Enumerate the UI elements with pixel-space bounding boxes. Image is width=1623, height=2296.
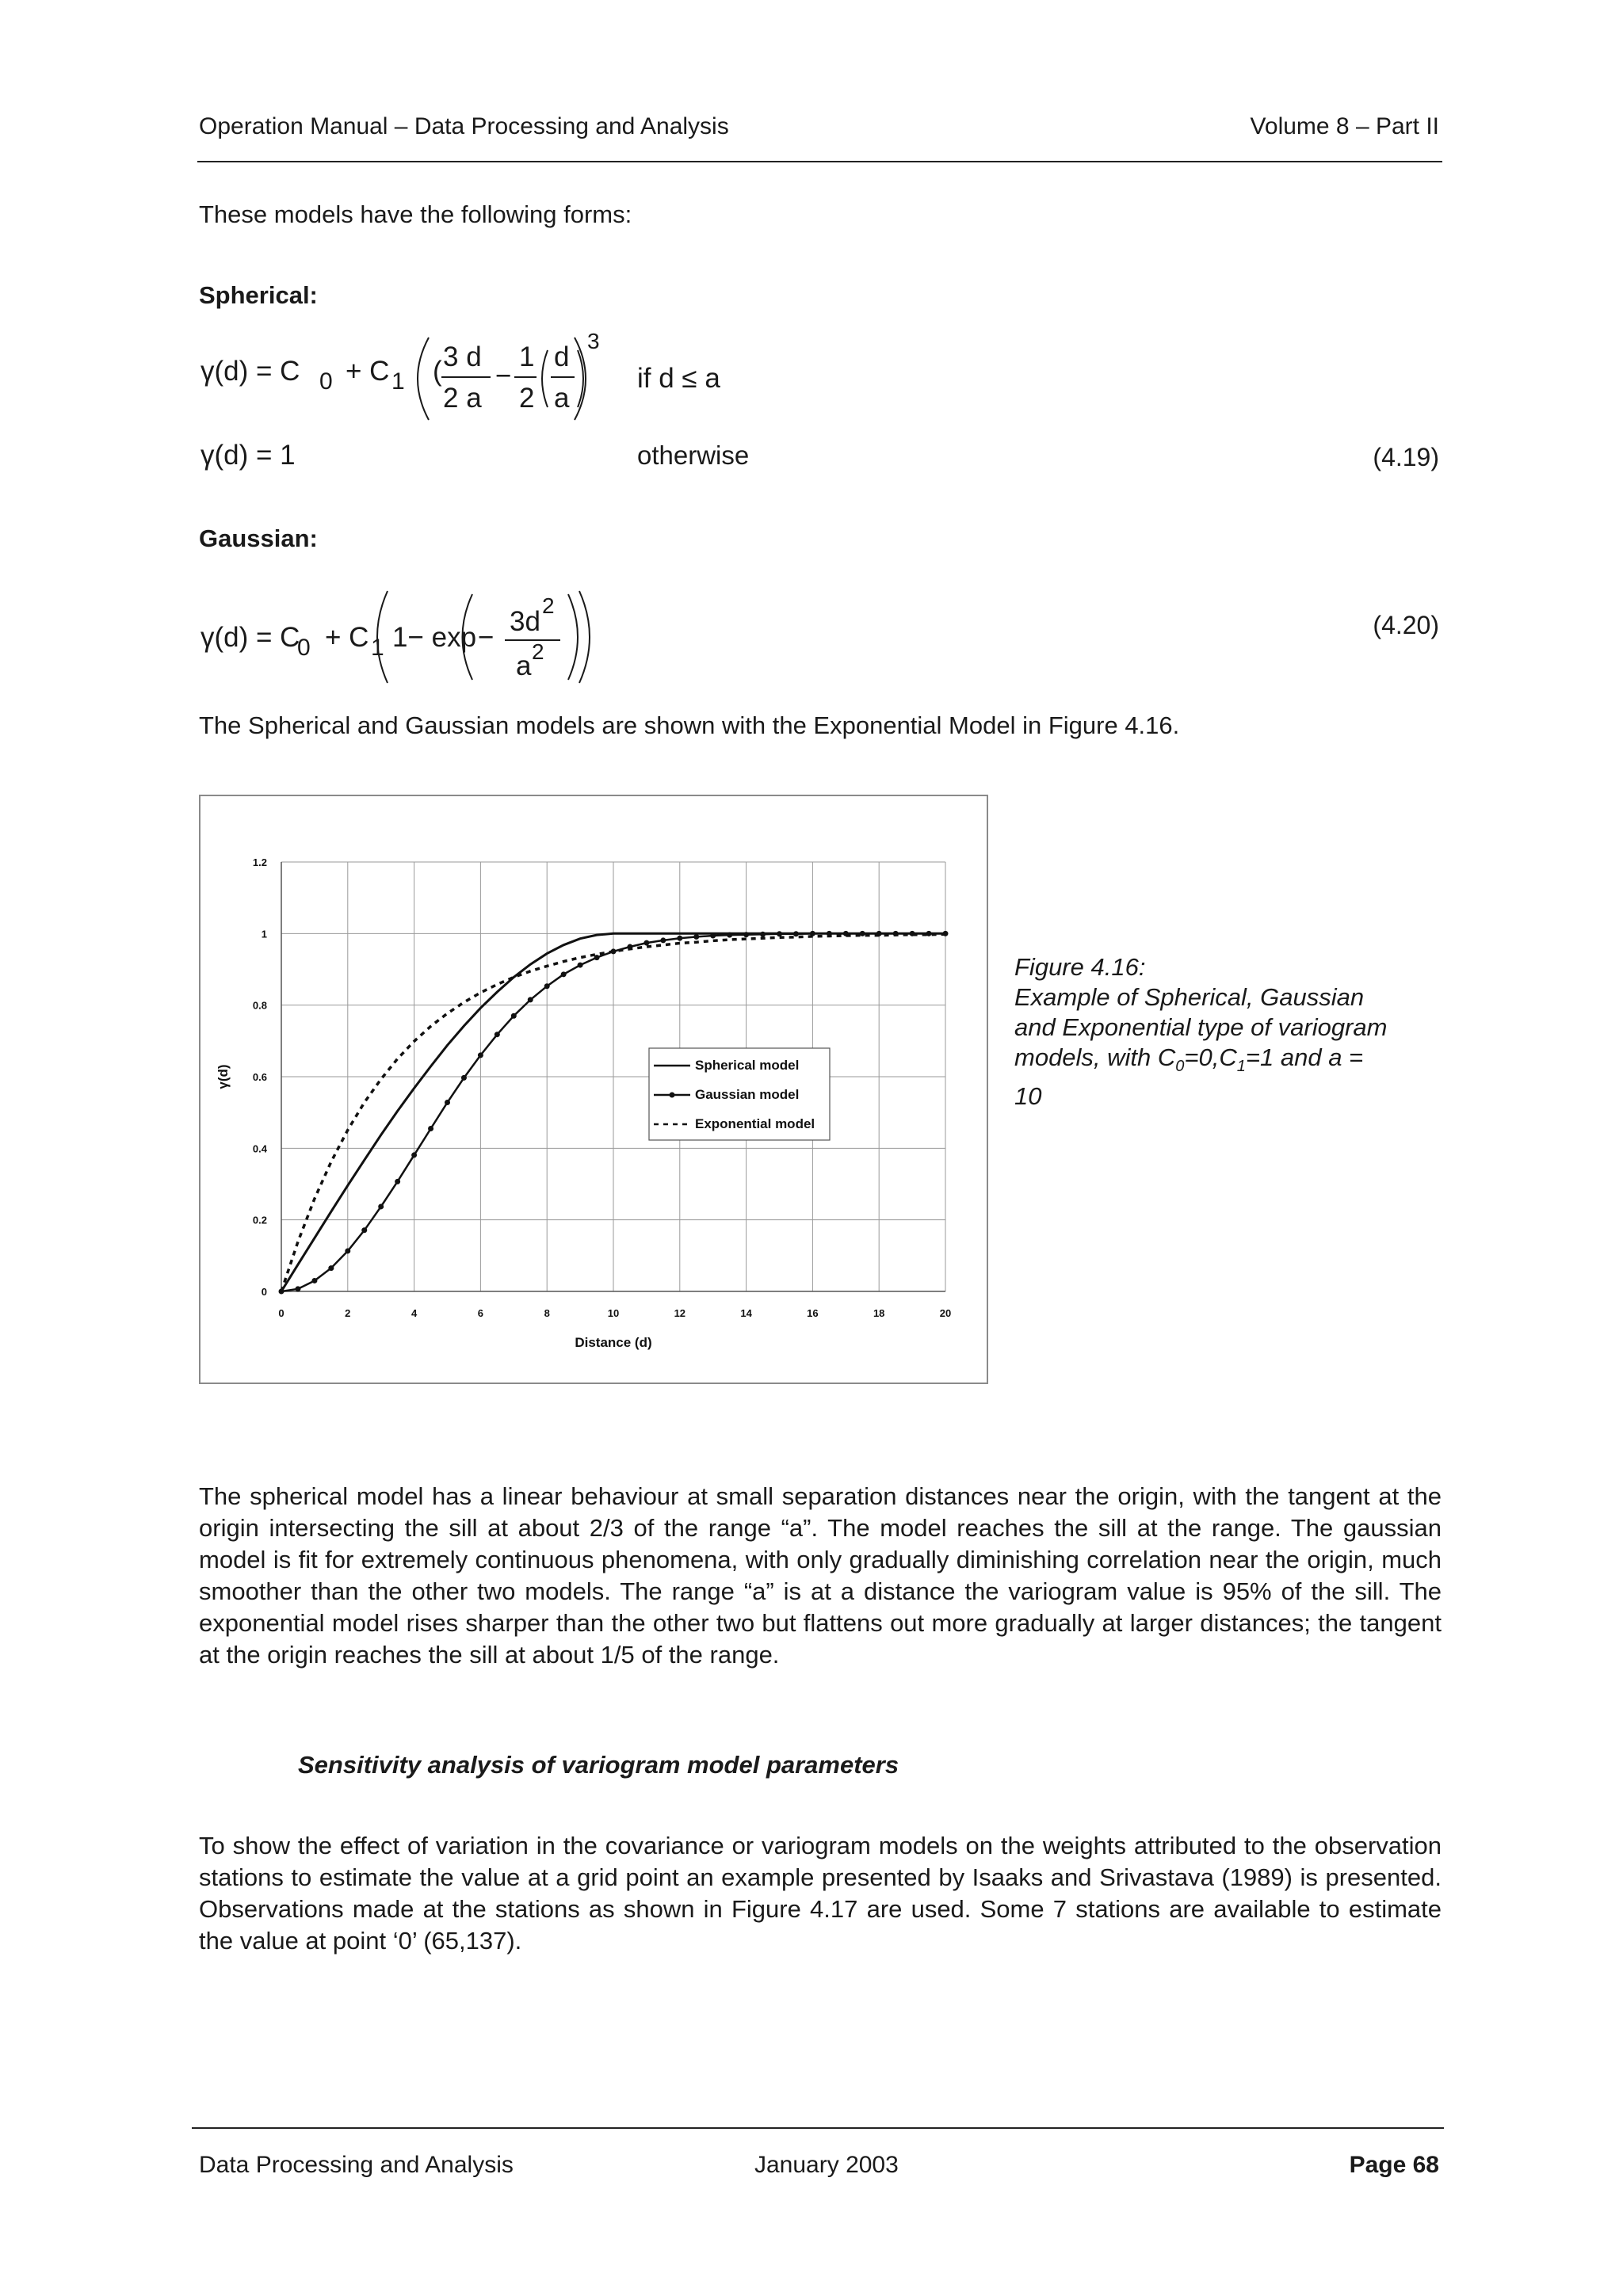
figure-caption xyxy=(1014,952,1458,1112)
gaussian-point xyxy=(561,971,567,977)
y-tick-label: 0.6 xyxy=(252,1071,267,1083)
gaussian-point xyxy=(378,1203,384,1209)
spherical-condition: if d ≤ a xyxy=(637,363,720,394)
y-tick-label: 0.2 xyxy=(252,1214,267,1226)
gaussian-point xyxy=(311,1278,317,1283)
x-tick-label: 10 xyxy=(607,1307,620,1319)
gaussian-point xyxy=(660,937,666,943)
paragraph-model-description: The spherical model has a linear behaviour at small separation distances near the origin, with the tangent at the origin intersecting the sill at about 2/3 of the range “a”. The model reaches the sill at the range. The gaussian model is fit for extremely continuous phenomena, with only gradually diminishing correlation near the origin, much smoother than the other two models. The range “a” is at a distance the variogram value is 95% of the sill. The exponential model rises sharper than the other two but flattens out more gradually at larger distances; the tangent at the origin reaches the sill at about 1/5 of the range. xyxy=(199,1482,1442,1669)
gaussian-equation xyxy=(199,585,643,688)
spherical-otherwise: otherwise xyxy=(637,441,750,470)
gaussian-equation-svg xyxy=(199,585,643,688)
sph-lhs: γ(d) = C xyxy=(200,356,300,387)
x-tick-label: 20 xyxy=(939,1307,952,1319)
x-tick-label: 8 xyxy=(544,1307,550,1319)
sph-frac2-den: 2 xyxy=(519,383,535,414)
gaussian-point xyxy=(860,931,865,936)
caption-line-3: and Exponential type of variogram xyxy=(1014,1013,1388,1041)
gaussian-point xyxy=(743,932,749,937)
caption-line-5: 10 xyxy=(1014,1082,1042,1111)
x-tick-label: 6 xyxy=(477,1307,484,1319)
y-tick-label: 1 xyxy=(261,928,267,940)
gaussian-heading: Gaussian: xyxy=(199,524,318,552)
chart-legend xyxy=(649,1048,830,1140)
footer-center: January 2003 xyxy=(754,2152,899,2178)
gau-c0sub: 0 xyxy=(297,635,311,661)
x-tick-label: 16 xyxy=(807,1307,819,1319)
chart-grid xyxy=(281,862,945,1291)
gau-den-pow: 2 xyxy=(532,639,544,664)
section-subheading: Sensitivity analysis of variogram model parameters xyxy=(298,1751,899,1779)
gaussian-point xyxy=(295,1286,300,1291)
equation-number-4-19: (4.19) xyxy=(1373,443,1439,471)
sph-minus: − xyxy=(495,360,512,391)
header-rule xyxy=(197,161,1442,162)
y-axis-label: γ(d) xyxy=(216,1064,231,1089)
sph-plus: + C xyxy=(346,356,390,387)
gaussian-point xyxy=(710,933,716,939)
caption-line-4-b: =0,C xyxy=(1184,1043,1237,1071)
x-tick-label: 14 xyxy=(740,1307,752,1319)
gau-c1sub: 1 xyxy=(371,635,384,661)
gaussian-point xyxy=(727,933,732,938)
gaussian-point xyxy=(411,1152,417,1158)
sph-frac3-num: d xyxy=(554,341,570,372)
gaussian-point xyxy=(345,1248,350,1253)
x-tick-label: 0 xyxy=(278,1307,285,1319)
gaussian-point xyxy=(643,940,649,946)
gau-plus: + C xyxy=(325,622,369,653)
footer-page-number: Page 68 xyxy=(1349,2152,1439,2178)
x-tick-label: 12 xyxy=(674,1307,686,1319)
gaussian-point xyxy=(461,1075,467,1081)
gaussian-point xyxy=(578,963,583,968)
caption-line-4-a: models, with C xyxy=(1014,1043,1176,1071)
gaussian-point xyxy=(495,1032,500,1037)
gau-num: 3d xyxy=(510,606,540,637)
legend-swatch-dot xyxy=(670,1093,675,1098)
gau-neg: − xyxy=(478,622,495,653)
x-tick-labels xyxy=(278,1307,951,1319)
x-tick-label: 4 xyxy=(411,1307,418,1319)
sph-openparen: ( xyxy=(433,356,442,387)
caption-line-4-c: =1 and a = xyxy=(1245,1043,1364,1071)
x-axis-label: Distance (d) xyxy=(575,1335,652,1350)
gaussian-point xyxy=(445,1100,450,1105)
footer-left: Data Processing and Analysis xyxy=(199,2152,514,2178)
gau-den: a xyxy=(516,650,532,681)
sph-c1sub: 1 xyxy=(391,368,405,395)
gaussian-point xyxy=(777,931,782,936)
x-tick-label: 2 xyxy=(345,1307,351,1319)
gaussian-point xyxy=(677,936,682,941)
y-tick-label: 1.2 xyxy=(252,856,267,868)
sph-frac1-den: 2 a xyxy=(443,383,482,414)
gaussian-point xyxy=(544,983,550,989)
caption-sub-1: 1 xyxy=(1236,1058,1246,1076)
caption-sub-0: 0 xyxy=(1175,1058,1185,1076)
legend-label: Gaussian model xyxy=(695,1087,800,1102)
gaussian-point xyxy=(528,997,533,1002)
y-tick-label: 0 xyxy=(261,1286,267,1298)
header-left: Operation Manual – Data Processing and Analysis xyxy=(199,113,729,139)
intro-text: These models have the following forms: xyxy=(199,200,632,228)
gaussian-point xyxy=(428,1126,433,1131)
spherical-eq2: γ(d) = 1 xyxy=(200,440,296,471)
gaussian-point xyxy=(328,1265,334,1271)
sph-frac1-num: 3 d xyxy=(443,341,482,372)
gaussian-point xyxy=(395,1179,400,1184)
footer-rule xyxy=(192,2127,1444,2129)
caption-line-1: Figure 4.16: xyxy=(1014,953,1146,981)
sph-c0sub: 0 xyxy=(319,368,333,395)
legend-label: Exponential model xyxy=(695,1116,815,1131)
gau-lhs: γ(d) = C xyxy=(200,622,300,653)
gaussian-point xyxy=(760,932,766,937)
gaussian-point xyxy=(361,1227,367,1233)
models-sentence: The Spherical and Gaussian models are shown with the Exponential Model in Figure 4.16. xyxy=(199,711,1180,739)
x-tick-label: 18 xyxy=(873,1307,885,1319)
gau-num-pow: 2 xyxy=(542,593,555,618)
equation-number-4-20: (4.20) xyxy=(1373,611,1439,639)
spherical-heading: Spherical: xyxy=(199,281,318,309)
gau-one-minus-exp: 1− exp xyxy=(392,622,477,653)
figure-4-16-frame xyxy=(199,795,988,1384)
gaussian-point xyxy=(511,1013,517,1019)
y-tick-label: 0.4 xyxy=(252,1142,267,1155)
gaussian-point xyxy=(478,1052,483,1058)
sph-power: 3 xyxy=(587,331,600,353)
gaussian-point xyxy=(793,931,799,936)
caption-line-2: Example of Spherical, Gaussian xyxy=(1014,983,1365,1011)
y-tick-labels xyxy=(253,856,268,1298)
header-right: Volume 8 – Part II xyxy=(1250,113,1439,139)
legend-label: Spherical model xyxy=(695,1058,800,1073)
caption-line-4 xyxy=(1014,1043,1458,1081)
variogram-chart xyxy=(200,796,987,1383)
paragraph-sensitivity: To show the effect of variation in the covariance or variogram models on the weights attributed to the observation stations to estimate the value at a grid point an example presented by Isaaks and Srivastava (1989) is presented. Observations made at the stations as shown in Figure 4.17 are used. Some 7 stations are available to estimate the value at point ‘0’ (65,137). xyxy=(199,1832,1442,1955)
sph-frac2-num: 1 xyxy=(519,341,535,372)
y-tick-label: 0.8 xyxy=(252,999,267,1012)
gaussian-point xyxy=(693,934,699,940)
sph-frac3-den: a xyxy=(554,383,570,414)
